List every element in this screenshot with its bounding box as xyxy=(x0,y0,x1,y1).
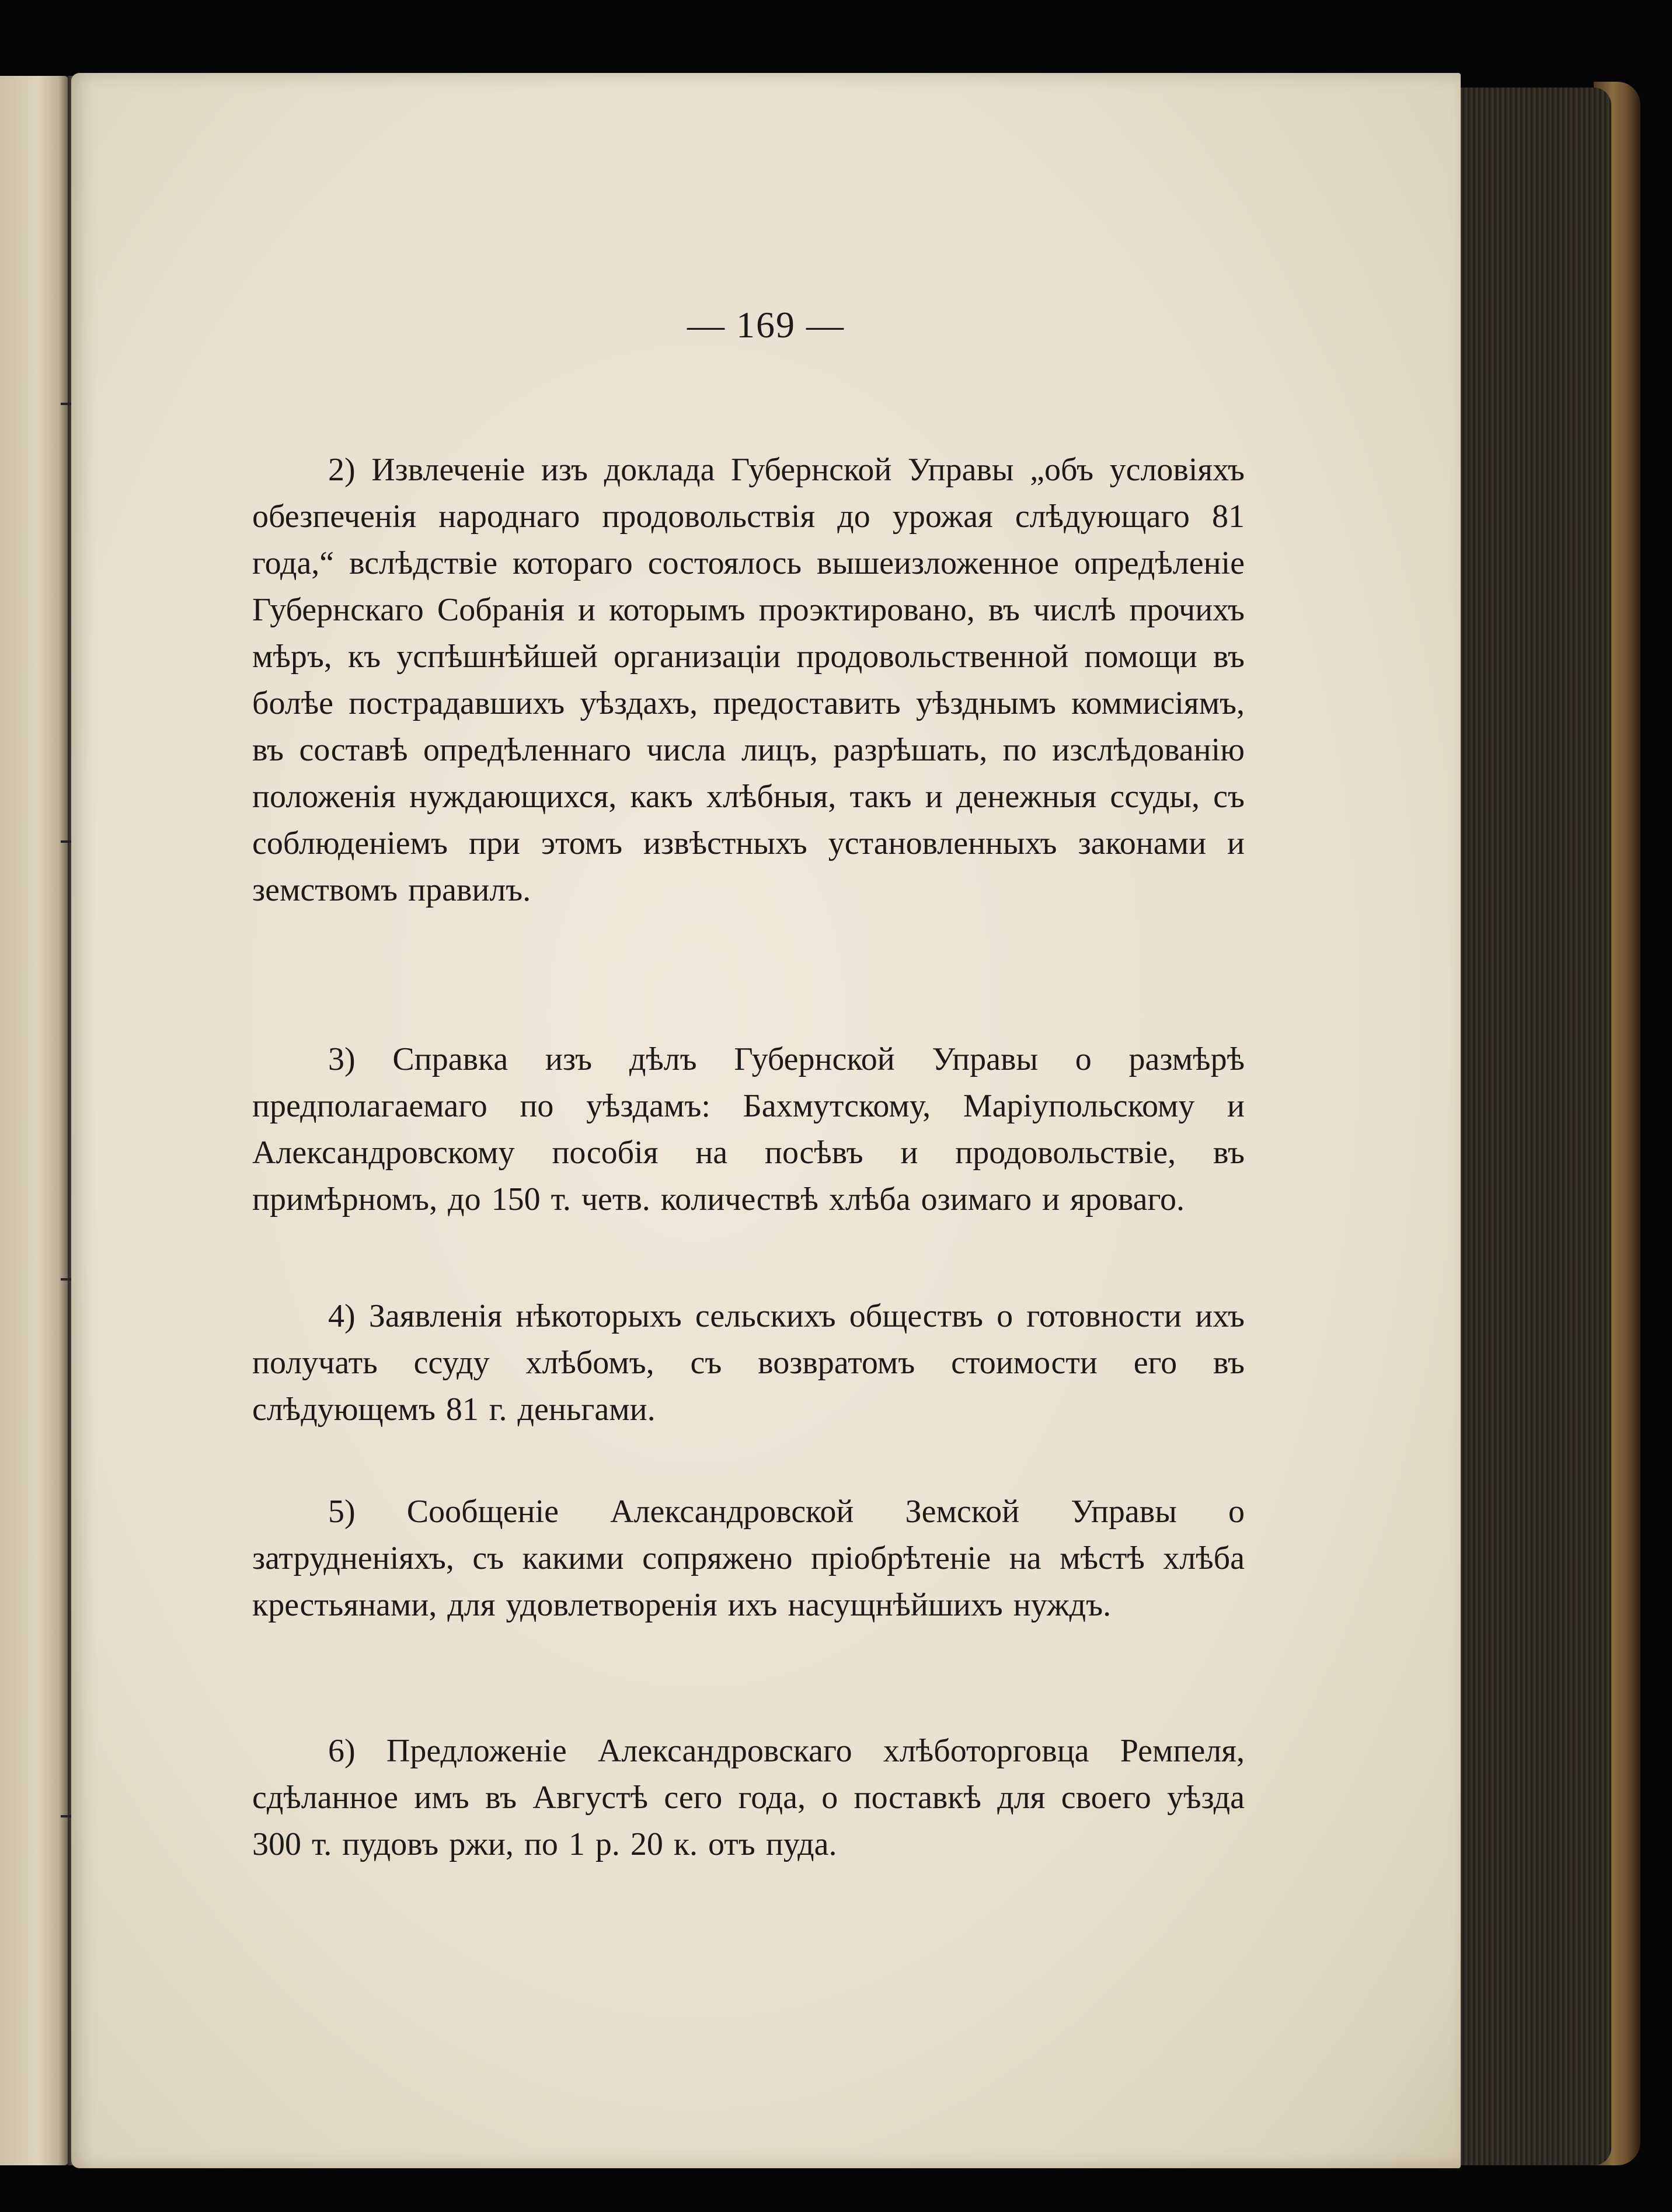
paragraph-5 xyxy=(252,1488,1245,1628)
paragraph-text: 4) Заявленія нѣкоторыхъ сельскихъ обществъ о готовности ихъ получать ссуду хлѣбомъ, съ возвратомъ стоимости его въ слѣдующемъ 81 г. деньгами. xyxy=(252,1298,1245,1428)
page-number: — 169 — xyxy=(687,304,845,346)
paragraph-6 xyxy=(252,1728,1245,1868)
paragraph-text: 6) Предложеніе Александровскаго хлѣботорговца Ремпеля, сдѣланное имъ въ Августѣ сего года, о поставкѣ для своего уѣзда 300 т. пудовъ ржи, по 1 р. 20 к. отъ пуда. xyxy=(252,1733,1245,1862)
paragraph-4 xyxy=(252,1293,1245,1433)
page-block-edge xyxy=(1442,88,1611,2165)
paragraph-text: 2) Извлеченіе изъ доклада Губернской Управы „объ условіяхъ обезпеченія народнаго продовольствія до урожая слѣдующаго 81 года,“ вслѣдствіе котораго состоялось вышеизложенное опредѣленіе Губернскаго Собранія и которымъ проэктировано, въ числѣ прочихъ мѣръ, къ успѣшнѣйшей организаціи продовольственной помощи въ болѣе пострадавшихъ уѣздахъ, предоставить уѣзднымъ коммисіямъ, въ составѣ опредѣленнаго числа лицъ, разрѣшать, по изслѣдованію положенія нуждающихся, какъ хлѣбныя, такъ и денежныя ссуды, съ соблюденіемъ при этомъ извѣстныхъ установленныхъ законами и земствомъ правилъ. xyxy=(252,452,1245,908)
paragraph-3 xyxy=(252,1036,1245,1223)
paragraph-2 xyxy=(252,446,1245,913)
left-facing-page xyxy=(0,76,69,2165)
page xyxy=(71,73,1461,2168)
paragraph-text: 5) Сообщеніе Александровской Земской Управы о затрудненіяхъ, съ какими сопряжено пріобрѣтеніе на мѣстѣ хлѣба крестьянами, для удовлетворенія ихъ насущнѣйшихъ нуждъ. xyxy=(252,1494,1245,1623)
paragraph-text: 3) Справка изъ дѣлъ Губернской Управы о размѣрѣ предполагаемаго по уѣздамъ: Бахмутскому, Маріупольскому и Александровскому пособія на посѣвъ и продовольствіе, въ примѣрномъ, до 150 т. четв. количествѣ хлѣба озимаго и яроваго. xyxy=(252,1041,1245,1217)
